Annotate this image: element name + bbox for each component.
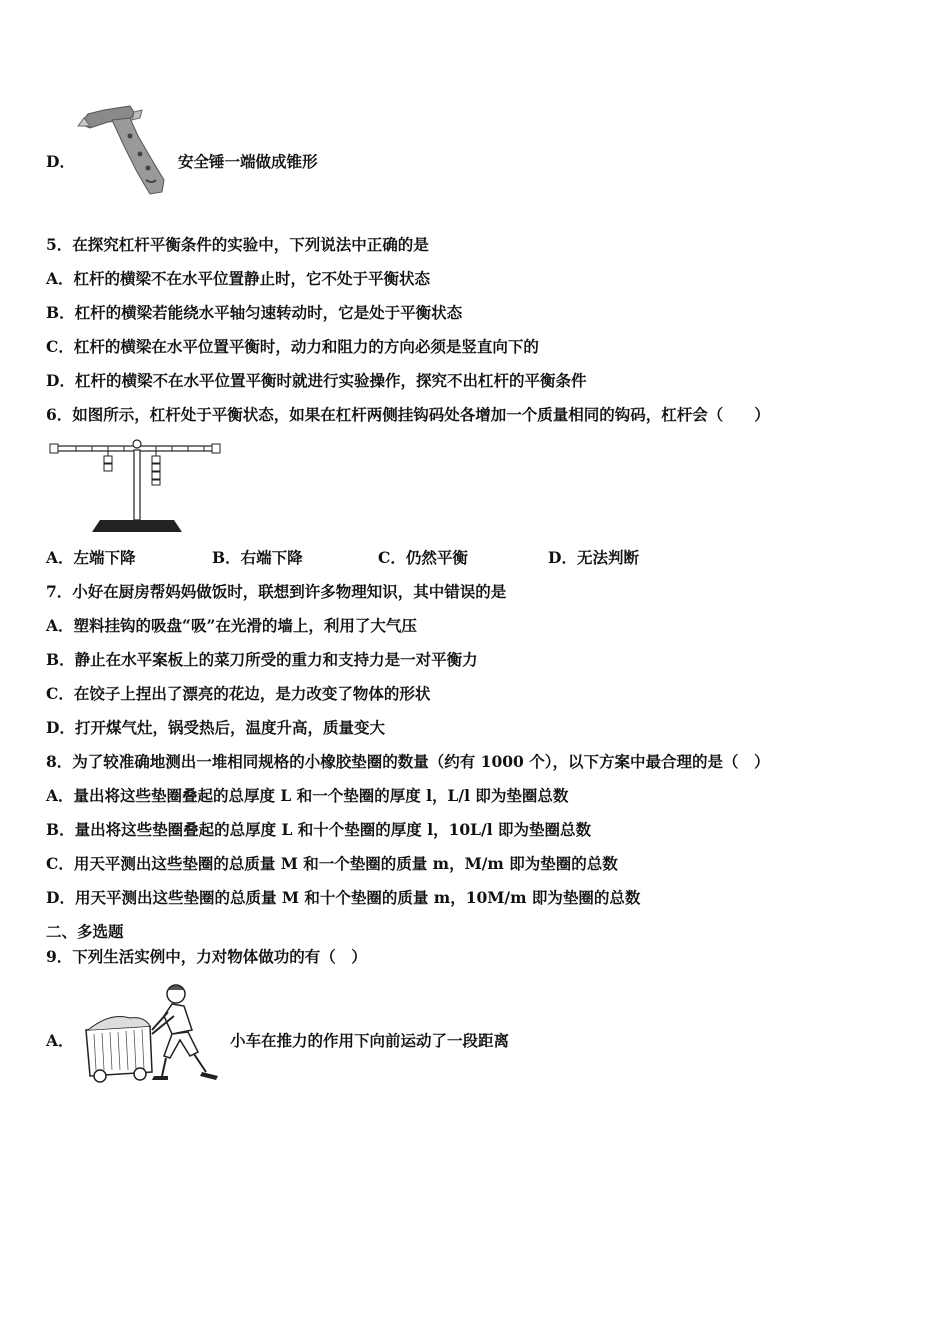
q5-stem: 5．在探究杠杆平衡条件的实验中，下列说法中正确的是 bbox=[46, 235, 429, 254]
q7-option-a: A．塑料挂钩的吸盘“吸”在光滑的墙上，利用了大气压 bbox=[46, 616, 417, 635]
lever-balance-figure bbox=[48, 436, 226, 540]
q5-option-a: A．杠杆的横梁不在水平位置静止时，它不处于平衡状态 bbox=[46, 269, 431, 288]
q7-stem: 7．小好在厨房帮妈妈做饭时，联想到许多物理知识，其中错误的是 bbox=[46, 582, 507, 601]
q8-option-d: D．用天平测出这些垫圈的总质量 M 和十个垫圈的质量 m，10M/m 即为垫圈的总数 bbox=[46, 888, 641, 907]
q4-option-d-text: 安全锤一端做成锥形 bbox=[178, 152, 318, 171]
safety-hammer-image bbox=[74, 96, 170, 200]
q7-option-c: C．在饺子上捏出了漂亮的花边，是力改变了物体的形状 bbox=[46, 684, 431, 703]
q7-option-b: B．静止在水平案板上的菜刀所受的重力和支持力是一对平衡力 bbox=[46, 650, 478, 669]
q6-option-a: A．左端下降 bbox=[46, 548, 136, 567]
q8-option-a: A．量出将这些垫圈叠起的总厚度 L 和一个垫圈的厚度 l，L/l 即为垫圈总数 bbox=[46, 786, 569, 805]
q8-option-b: B．量出将这些垫圈叠起的总厚度 L 和十个垫圈的厚度 l，10L/l 即为垫圈总数 bbox=[46, 820, 591, 839]
q4-option-d-label: D． bbox=[46, 152, 75, 171]
q5-option-d: D．杠杆的横梁不在水平位置平衡时就进行实验操作，探究不出杠杆的平衡条件 bbox=[46, 371, 587, 390]
q5-option-c: C．杠杆的横梁在水平位置平衡时，动力和阻力的方向必须是竖直向下的 bbox=[46, 337, 539, 356]
q6-stem: 6．如图所示，杠杆处于平衡状态，如果在杠杆两侧挂钩码处各增加一个质量相同的钩码，杠杆会（ ） bbox=[46, 405, 770, 424]
section-title: 二、多选题 bbox=[46, 922, 124, 941]
q6-option-c: C．仍然平衡 bbox=[378, 548, 468, 567]
q9-stem: 9．下列生活实例中，力对物体做功的有（ ） bbox=[46, 947, 367, 966]
boy-pushing-cart-image bbox=[80, 978, 224, 1086]
q8-stem: 8．为了较准确地测出一堆相同规格的小橡胶垫圈的数量（约有 1000 个），以下方案中最合理的是（ ） bbox=[46, 752, 770, 771]
q6-option-b: B．右端下降 bbox=[212, 548, 303, 567]
q9-option-a-text: 小车在推力的作用下向前运动了一段距离 bbox=[230, 1031, 510, 1050]
q8-option-c: C．用天平测出这些垫圈的总质量 M 和一个垫圈的质量 m，M/m 即为垫圈的总数 bbox=[46, 854, 618, 873]
q5-option-b: B．杠杆的横梁若能绕水平轴匀速转动时，它是处于平衡状态 bbox=[46, 303, 463, 322]
q9-option-a-label: A． bbox=[46, 1031, 74, 1050]
q6-option-d: D．无法判断 bbox=[548, 548, 639, 567]
q7-option-d: D．打开煤气灶，锅受热后，温度升高，质量变大 bbox=[46, 718, 385, 737]
